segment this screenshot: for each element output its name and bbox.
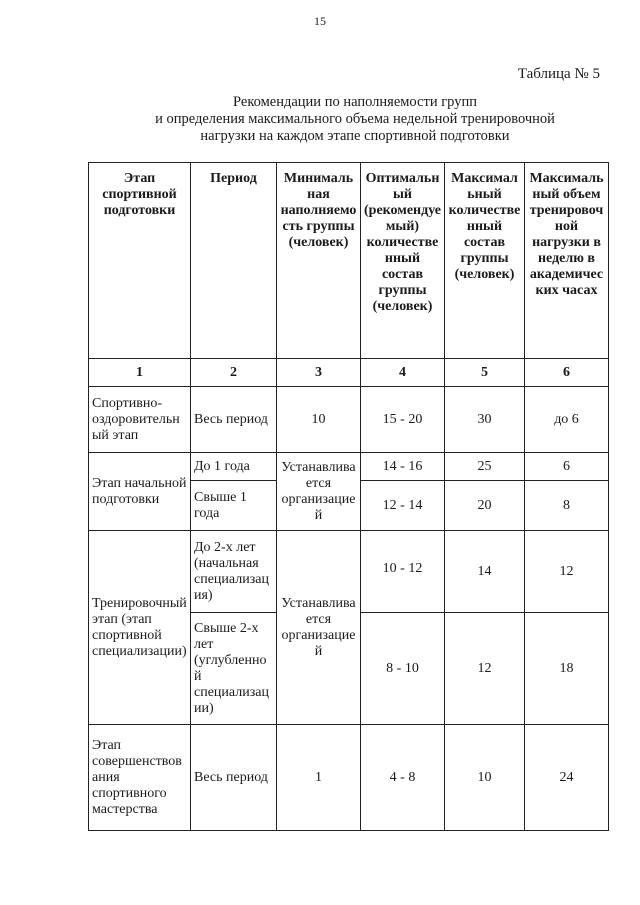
period-cell: Весь период <box>191 387 277 453</box>
optimal-size-cell: 10 - 12 <box>361 531 445 613</box>
column-number: 1 <box>89 359 191 387</box>
max-load-cell: 24 <box>525 725 609 831</box>
header-stage: Этап спортивной подготовки <box>89 163 191 359</box>
table-row <box>89 387 609 453</box>
title-line: Рекомендации по наполняемости групп <box>233 94 477 110</box>
header-min-size: Минимальная наполняемость группы (человек) <box>277 163 361 359</box>
period-cell: До 1 года <box>191 453 277 481</box>
period-cell: Свыше 1 года <box>191 481 277 531</box>
training-groups-table <box>88 162 609 831</box>
max-size-cell: 25 <box>445 453 525 481</box>
max-size-cell: 12 <box>445 613 525 725</box>
table-label: Таблица № 5 <box>517 66 600 82</box>
page-number: 15 <box>314 14 326 28</box>
header-row <box>89 163 609 359</box>
max-load-cell: 12 <box>525 531 609 613</box>
max-load-cell: 18 <box>525 613 609 725</box>
max-size-cell: 20 <box>445 481 525 531</box>
header-max-load: Максимальный объем тренировочной нагрузки в неделю в академических часах <box>525 163 609 359</box>
period-cell: Весь период <box>191 725 277 831</box>
optimal-size-cell: 14 - 16 <box>361 453 445 481</box>
stage-cell: Этап совершенствования спортивного мастерства <box>89 725 191 831</box>
title-line: нагрузки на каждом этапе спортивной подготовки <box>200 128 510 144</box>
table-row <box>89 725 609 831</box>
header-max-size: Максимальный количественный состав группы (человек) <box>445 163 525 359</box>
column-number: 6 <box>525 359 609 387</box>
period-cell: До 2-х лет (начальная специализация) <box>191 531 277 613</box>
document-title <box>100 94 610 145</box>
column-number: 2 <box>191 359 277 387</box>
header-optimal-size: Оптимальный (рекомендуемый) количественный состав группы (человек) <box>361 163 445 359</box>
table-row <box>89 531 609 613</box>
stage-cell: Тренировочный этап (этап спортивной специализации) <box>89 531 191 725</box>
max-size-cell: 10 <box>445 725 525 831</box>
min-size-cell: 10 <box>277 387 361 453</box>
stage-cell: Этап начальной подготовки <box>89 453 191 531</box>
min-size-cell: Устанавливается организацией <box>277 453 361 531</box>
optimal-size-cell: 4 - 8 <box>361 725 445 831</box>
optimal-size-cell: 12 - 14 <box>361 481 445 531</box>
min-size-cell: 1 <box>277 725 361 831</box>
max-load-cell: до 6 <box>525 387 609 453</box>
optimal-size-cell: 15 - 20 <box>361 387 445 453</box>
optimal-size-cell: 8 - 10 <box>361 613 445 725</box>
max-size-cell: 14 <box>445 531 525 613</box>
max-load-cell: 8 <box>525 481 609 531</box>
min-size-cell: Устанавливается организацией <box>277 531 361 725</box>
title-line: и определения максимального объема недельной тренировочной <box>155 111 555 127</box>
table-row <box>89 453 609 481</box>
column-number: 3 <box>277 359 361 387</box>
column-number: 5 <box>445 359 525 387</box>
period-cell: Свыше 2-х лет (углубленной специализации) <box>191 613 277 725</box>
max-size-cell: 30 <box>445 387 525 453</box>
header-period: Период <box>191 163 277 359</box>
max-load-cell: 6 <box>525 453 609 481</box>
column-number: 4 <box>361 359 445 387</box>
column-number-row <box>89 359 609 387</box>
stage-cell: Спортивно-оздоровительный этап <box>89 387 191 453</box>
